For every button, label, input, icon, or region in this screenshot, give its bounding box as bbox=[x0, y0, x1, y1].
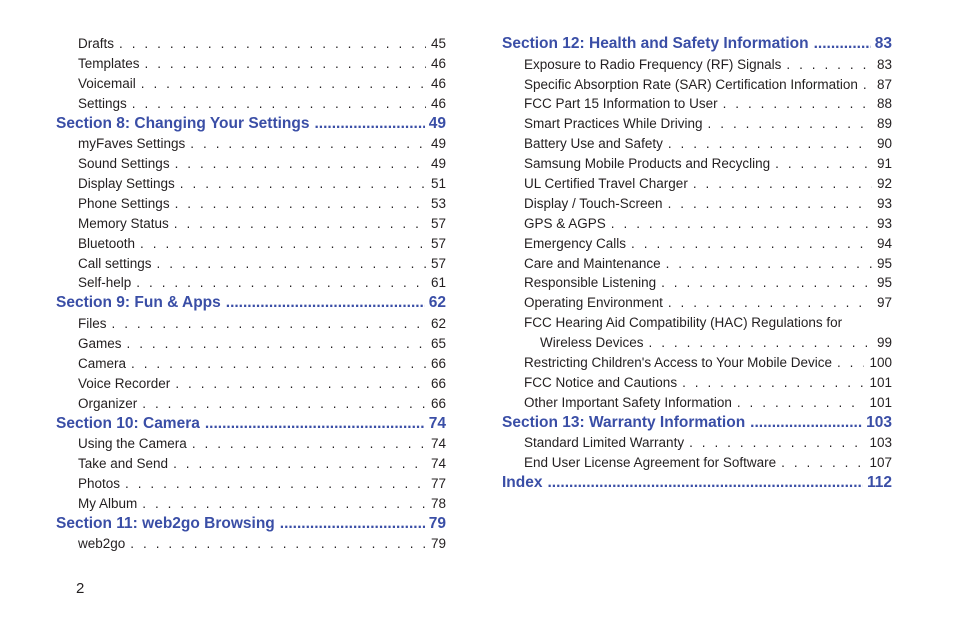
toc-entry-title: UL Certified Travel Charger bbox=[524, 176, 688, 192]
dot-leader bbox=[175, 374, 426, 394]
toc-page-number: 91 bbox=[876, 156, 892, 172]
dot-leader bbox=[192, 434, 426, 454]
toc-entry[interactable] bbox=[502, 313, 892, 333]
toc-page-number: 93 bbox=[876, 215, 892, 231]
toc-entry-title: GPS & AGPS bbox=[524, 215, 606, 231]
toc-page-number: 77 bbox=[430, 475, 446, 491]
dot-leader bbox=[661, 273, 872, 293]
dot-leader bbox=[132, 94, 426, 114]
dot-leader bbox=[136, 273, 426, 293]
dot-leader bbox=[814, 34, 871, 55]
dot-leader bbox=[112, 314, 426, 334]
toc-page-number: 101 bbox=[869, 374, 892, 390]
toc-entry[interactable] bbox=[502, 433, 892, 453]
dot-leader bbox=[226, 293, 425, 314]
toc-left-column bbox=[56, 34, 446, 554]
toc-entry[interactable] bbox=[502, 94, 892, 114]
toc-entry-title: Emergency Calls bbox=[524, 235, 627, 251]
toc-entry-title: FCC Notice and Cautions bbox=[524, 374, 678, 390]
toc-entry-title: myFaves Settings bbox=[78, 136, 186, 152]
toc-section-heading[interactable] bbox=[502, 473, 892, 494]
toc-page-number: 49 bbox=[430, 136, 446, 152]
dot-leader bbox=[174, 214, 426, 234]
toc-entry[interactable] bbox=[56, 54, 446, 74]
dot-leader bbox=[689, 433, 864, 453]
dot-leader bbox=[668, 293, 872, 313]
toc-page-number: 79 bbox=[430, 536, 446, 552]
toc-page-number: 57 bbox=[430, 215, 446, 231]
toc-entry-title: Section 13: Warranty Information bbox=[502, 413, 746, 431]
toc-page-number: 92 bbox=[876, 176, 892, 192]
toc-entry-title: Memory Status bbox=[78, 215, 169, 231]
toc-entry[interactable] bbox=[56, 454, 446, 474]
dot-leader bbox=[837, 353, 865, 373]
toc-right-column bbox=[502, 34, 892, 494]
toc-entry-title: web2go bbox=[78, 536, 126, 552]
toc-entry-title: Photos bbox=[78, 475, 121, 491]
toc-page-number: 100 bbox=[869, 355, 892, 371]
dot-leader bbox=[141, 74, 426, 94]
dot-leader bbox=[130, 534, 426, 554]
toc-page-number: 46 bbox=[430, 75, 446, 91]
toc-entry-title: Self-help bbox=[78, 275, 132, 291]
toc-entry[interactable] bbox=[502, 154, 892, 174]
toc-entry[interactable] bbox=[502, 194, 892, 214]
toc-entry-title: Section 9: Fun & Apps bbox=[56, 294, 221, 312]
toc-page-number: 88 bbox=[876, 96, 892, 112]
toc-entry-title: Battery Use and Safety bbox=[524, 136, 663, 152]
dot-leader bbox=[668, 194, 872, 214]
toc-entry-title: Care and Maintenance bbox=[524, 255, 661, 271]
toc-entry[interactable] bbox=[56, 34, 446, 54]
toc-entry-title: Responsible Listening bbox=[524, 275, 657, 291]
toc-page-number: 78 bbox=[430, 495, 446, 511]
toc-entry-title: Templates bbox=[78, 55, 140, 71]
dot-leader bbox=[175, 154, 426, 174]
dot-leader bbox=[175, 194, 426, 214]
toc-page-number: 46 bbox=[430, 55, 446, 71]
toc-page-number: 46 bbox=[430, 95, 446, 111]
toc-page-number: 89 bbox=[876, 116, 892, 132]
toc-entry-title: Wireless Devices bbox=[540, 335, 644, 351]
dot-leader bbox=[173, 454, 426, 474]
dot-leader bbox=[145, 54, 426, 74]
dot-leader bbox=[666, 254, 872, 274]
toc-entry[interactable] bbox=[502, 273, 892, 293]
toc-entry-title: Section 8: Changing Your Settings bbox=[56, 114, 310, 132]
toc-page-number: 66 bbox=[430, 395, 446, 411]
toc-entry[interactable] bbox=[56, 273, 446, 293]
dot-leader bbox=[682, 373, 864, 393]
toc-page-number: 66 bbox=[430, 375, 446, 391]
toc-entry[interactable] bbox=[502, 333, 892, 353]
toc-entry-title: Drafts bbox=[78, 36, 115, 51]
toc-entry-title: Display Settings bbox=[78, 176, 175, 192]
dot-leader bbox=[125, 474, 426, 494]
toc-section-heading[interactable] bbox=[56, 414, 446, 435]
toc-page-number: 57 bbox=[430, 235, 446, 251]
toc-entry-title: Index bbox=[502, 474, 543, 492]
toc-entry[interactable] bbox=[56, 354, 446, 374]
toc-page-number: 62 bbox=[428, 294, 446, 312]
toc-entry[interactable] bbox=[502, 373, 892, 393]
toc-page-number: 65 bbox=[430, 335, 446, 351]
dot-leader bbox=[631, 234, 872, 254]
toc-entry-title: Settings bbox=[78, 95, 127, 111]
toc-page-number: 79 bbox=[428, 514, 446, 532]
toc-entry[interactable] bbox=[56, 94, 446, 114]
toc-page-number: 57 bbox=[430, 255, 446, 271]
toc-entry[interactable] bbox=[56, 214, 446, 234]
toc-page-number: 94 bbox=[876, 235, 892, 251]
toc-entry[interactable] bbox=[502, 55, 892, 75]
toc-page-number: 95 bbox=[876, 255, 892, 271]
toc-page-number: 112 bbox=[866, 474, 892, 492]
toc-page-number: 93 bbox=[876, 195, 892, 211]
toc-page-number: 66 bbox=[430, 355, 446, 371]
toc-entry-title: Section 11: web2go Browsing bbox=[56, 514, 275, 532]
dot-leader bbox=[775, 154, 872, 174]
dot-leader bbox=[140, 234, 426, 254]
toc-entry[interactable] bbox=[502, 114, 892, 134]
toc-section-heading[interactable] bbox=[56, 514, 446, 535]
toc-entry[interactable] bbox=[56, 194, 446, 214]
toc-section-heading[interactable] bbox=[56, 114, 446, 135]
toc-entry[interactable] bbox=[502, 453, 892, 473]
toc-entry[interactable] bbox=[56, 134, 446, 154]
toc-page-number: 103 bbox=[866, 413, 892, 431]
toc-page-number: 95 bbox=[876, 275, 892, 291]
dot-leader bbox=[668, 134, 872, 154]
dot-leader bbox=[693, 174, 872, 194]
toc-entry[interactable] bbox=[502, 393, 892, 413]
page-number: 2 bbox=[76, 580, 85, 597]
dot-leader bbox=[708, 114, 872, 134]
toc-entry[interactable] bbox=[502, 174, 892, 194]
toc-entry[interactable] bbox=[56, 254, 446, 274]
toc-page-number: 61 bbox=[430, 275, 446, 291]
dot-leader bbox=[127, 334, 426, 354]
toc-page-number: 101 bbox=[869, 394, 892, 410]
toc-entry-title: My Album bbox=[78, 495, 138, 511]
dot-leader bbox=[205, 414, 425, 435]
toc-page-number: 74 bbox=[430, 456, 446, 472]
toc-entry[interactable] bbox=[56, 534, 446, 554]
toc-page-number: 74 bbox=[430, 436, 446, 452]
toc-entry[interactable] bbox=[56, 334, 446, 354]
dot-leader bbox=[863, 75, 872, 95]
toc-entry-title: Using the Camera bbox=[78, 436, 187, 452]
dot-leader bbox=[119, 34, 426, 54]
dot-leader bbox=[547, 473, 863, 494]
dot-leader bbox=[280, 514, 425, 535]
toc-section-heading[interactable] bbox=[502, 413, 892, 434]
dot-leader bbox=[786, 55, 872, 75]
toc-entry-title: Take and Send bbox=[78, 456, 169, 472]
toc-entry[interactable] bbox=[502, 134, 892, 154]
toc-entry[interactable] bbox=[56, 174, 446, 194]
toc-page-number: 62 bbox=[430, 316, 446, 332]
toc-entry-title: Section 12: Health and Safety Information bbox=[502, 35, 809, 52]
toc-entry-title: Exposure to Radio Frequency (RF) Signals bbox=[524, 56, 782, 72]
toc-page-number: 45 bbox=[430, 36, 446, 51]
toc-entry[interactable] bbox=[502, 293, 892, 313]
toc-page-number: 49 bbox=[430, 156, 446, 172]
dot-leader bbox=[142, 394, 426, 414]
toc-entry-title: Games bbox=[78, 335, 122, 351]
toc-entry-title: FCC Part 15 Information to User bbox=[524, 96, 718, 112]
toc-page-number: 107 bbox=[869, 455, 892, 471]
toc-entry-title: Sound Settings bbox=[78, 156, 170, 172]
toc-entry-title: Call settings bbox=[78, 255, 152, 271]
toc-entry[interactable] bbox=[502, 234, 892, 254]
toc-entry-title: Voice Recorder bbox=[78, 375, 171, 391]
dot-leader bbox=[314, 114, 424, 135]
toc-entry-title: Bluetooth bbox=[78, 235, 136, 251]
toc-page-number: 97 bbox=[876, 295, 892, 311]
toc-entry-title: Operating Environment bbox=[524, 295, 663, 311]
dot-leader bbox=[142, 494, 426, 514]
toc-entry-title: Section 10: Camera bbox=[56, 414, 200, 432]
toc-page-number: 99 bbox=[876, 335, 892, 351]
toc-entry-title: Phone Settings bbox=[78, 195, 170, 211]
toc-page-number: 83 bbox=[874, 35, 892, 52]
toc-page-number: 49 bbox=[428, 114, 446, 132]
toc-entry[interactable] bbox=[56, 474, 446, 494]
toc-entry[interactable] bbox=[56, 494, 446, 514]
toc-entry[interactable] bbox=[502, 254, 892, 274]
toc-page-number: 51 bbox=[430, 176, 446, 192]
toc-page-number: 74 bbox=[428, 414, 446, 432]
dot-leader bbox=[180, 174, 426, 194]
toc-entry-title: Restricting Children's Access to Your Mobile Device bbox=[524, 355, 832, 371]
toc-page-number: 103 bbox=[869, 435, 892, 451]
toc-entry[interactable] bbox=[56, 234, 446, 254]
toc-section-heading[interactable] bbox=[56, 293, 446, 314]
dot-leader bbox=[649, 333, 872, 353]
toc-entry[interactable] bbox=[56, 314, 446, 334]
toc-entry-title: FCC Hearing Aid Compatibility (HAC) Regulations for bbox=[524, 315, 843, 331]
toc-entry[interactable] bbox=[56, 394, 446, 414]
toc-entry-title: Specific Absorption Rate (SAR) Certification Information bbox=[524, 76, 858, 92]
toc-entry-title: Standard Limited Warranty bbox=[524, 435, 685, 451]
dot-leader bbox=[611, 214, 872, 234]
toc-entry-title: Voicemail bbox=[78, 75, 136, 91]
dot-leader bbox=[737, 393, 865, 413]
toc-entry-title: Files bbox=[78, 316, 107, 332]
toc-section-heading[interactable] bbox=[502, 34, 892, 55]
dot-leader bbox=[723, 94, 872, 114]
toc-entry-title: Display / Touch-Screen bbox=[524, 195, 663, 211]
toc-page-number: 90 bbox=[876, 136, 892, 152]
toc-page-number: 87 bbox=[876, 76, 892, 92]
toc-entry[interactable] bbox=[56, 154, 446, 174]
dot-leader bbox=[781, 453, 864, 473]
toc-entry-title: Samsung Mobile Products and Recycling bbox=[524, 156, 771, 172]
toc-entry-title: End User License Agreement for Software bbox=[524, 455, 777, 471]
toc-entry[interactable] bbox=[502, 214, 892, 234]
toc-entry[interactable] bbox=[56, 374, 446, 394]
toc-page-number: 83 bbox=[876, 56, 892, 72]
toc-entry-title: Smart Practices While Driving bbox=[524, 116, 703, 132]
toc-entry-title: Camera bbox=[78, 355, 127, 371]
toc-entry-title: Other Important Safety Information bbox=[524, 394, 732, 410]
toc-entry-title: Organizer bbox=[78, 395, 138, 411]
toc-entry[interactable] bbox=[56, 74, 446, 94]
toc-entry[interactable] bbox=[56, 434, 446, 454]
dot-leader bbox=[190, 134, 426, 154]
toc-page-number: 53 bbox=[430, 195, 446, 211]
toc-entry[interactable] bbox=[502, 75, 892, 95]
dot-leader bbox=[750, 413, 862, 434]
toc-entry[interactable] bbox=[502, 353, 892, 373]
dot-leader bbox=[131, 354, 426, 374]
dot-leader bbox=[157, 254, 426, 274]
